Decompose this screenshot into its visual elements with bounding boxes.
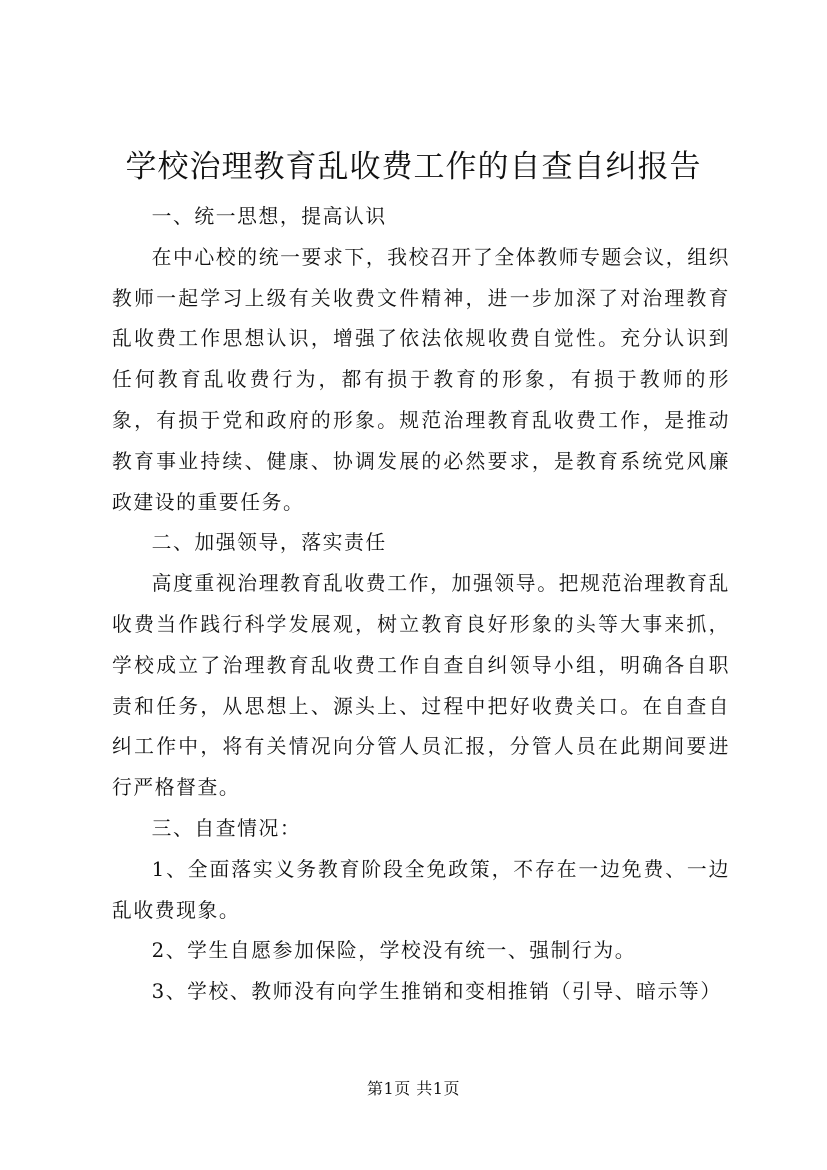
- list-item-3: 3、学校、教师没有向学生推销和变相推销（引导、暗示等）: [151, 980, 722, 1004]
- section-heading-3: 三、自查情况：: [151, 816, 302, 840]
- paragraph-1: 在中心校的统一要求下，我校召开了全体教师专题会议，组织教师一起学习上级有关收费文件精神，进一步加深了对治理教育乱收费工作思想认识，增强了依法依规收费自觉性。充分认识到任何教育乱收费行为，都有损于教育的形象，有损于教师的形象，有损于党和政府的形象。规范治理教育乱收费工作，是推动教育事业持续、健康、协调发展的必然要求，是教育系统党风廉政建设的重要任务。: [112, 245, 730, 514]
- paragraph-2: 高度重视治理教育乱收费工作，加强领导。把规范治理教育乱收费当作践行科学发展观，树立教育良好形象的头等大事来抓，学校成立了治理教育乱收费工作自查自纠领导小组，明确各自职责和任务，从思想上、源头上、过程中把好收费关口。在自查自纠工作中，将有关情况向分管人员汇报，分管人员在此期间要进行严格督查。: [112, 572, 730, 800]
- document-title: 学校治理教育乱收费工作的自查自纠报告: [125, 149, 702, 185]
- list-item-1: 1、全面落实义务教育阶段全免政策，不存在一边免费、一边乱收费现象。: [112, 857, 730, 922]
- list-item-2: 2、学生自愿参加保险，学校没有统一、强制行为。: [151, 939, 637, 963]
- document-body: [112, 197, 730, 1013]
- section-heading-1: 一、统一思想，提高认识: [151, 205, 387, 228]
- page-footer: 第1页 共1页: [367, 1079, 460, 1098]
- section-heading-2: 二、加强领导，落实责任: [151, 531, 387, 555]
